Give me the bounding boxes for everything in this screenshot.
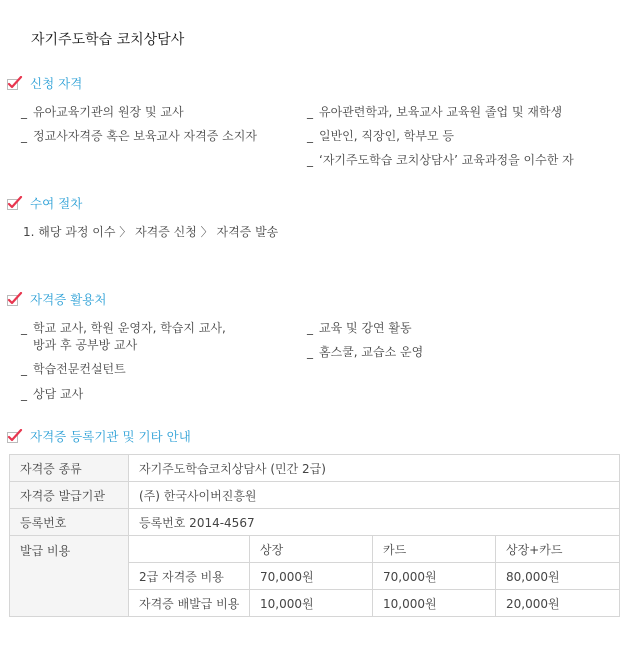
table-value: (주) 한국사이버진흥원	[129, 482, 620, 509]
checkmark-icon	[7, 196, 23, 210]
list-item-continuation: 방과 후 공부방 교사	[33, 338, 138, 352]
list-item: _ 홈스쿨, 교습소 운영	[307, 345, 424, 359]
list-item: _ 교육 및 강연 활동	[307, 321, 412, 335]
fee-value-cell: 10,000원	[250, 590, 373, 617]
table-row	[10, 482, 620, 509]
list-item: _ 일반인, 직장인, 학부모 등	[307, 129, 454, 143]
list-item: _ 유아관련학과, 보육교사 교육원 졸업 및 재학생	[307, 105, 563, 119]
section-registration-header	[7, 427, 191, 445]
table-label: 자격증 종류	[10, 455, 129, 482]
checkmark-icon	[7, 76, 23, 90]
table-cell-empty	[129, 536, 250, 563]
section-usage-header	[7, 290, 106, 308]
fee-value-cell: 20,000원	[496, 590, 620, 617]
table-label: 자격증 발급기관	[10, 482, 129, 509]
table-value: 자기주도학습코치상담사 (민간 2급)	[129, 455, 620, 482]
checkmark-icon	[7, 429, 23, 443]
table-row	[10, 509, 620, 536]
list-item: _ 학교 교사, 학원 운영자, 학습지 교사,	[21, 321, 226, 335]
fee-value-cell: 80,000원	[496, 563, 620, 590]
list-item: _ 정교사자격증 혹은 보육교사 자격증 소지자	[21, 129, 257, 143]
registration-info-table	[9, 454, 620, 617]
section-title: 수여 절차	[30, 196, 83, 211]
fee-value-cell: 10,000원	[373, 590, 496, 617]
fee-header-cell: 상장	[250, 536, 373, 563]
procedure-steps: 1. 해당 과정 이수 〉 자격증 신청 〉 자격증 발송	[23, 225, 279, 239]
page-title: 자기주도학습 코치상담사	[31, 32, 185, 48]
fee-header-cell: 상장+카드	[496, 536, 620, 563]
fee-header-cell: 카드	[373, 536, 496, 563]
list-item: _ 학습전문컨설턴트	[21, 362, 126, 376]
table-label: 등록번호	[10, 509, 129, 536]
checkmark-icon	[7, 292, 23, 306]
fee-row-name: 자격증 배발급 비용	[129, 590, 250, 617]
fee-value-cell: 70,000원	[373, 563, 496, 590]
table-row	[10, 536, 620, 563]
fee-value-cell: 70,000원	[250, 563, 373, 590]
section-title: 자격증 등록기관 및 기타 안내	[30, 429, 191, 444]
section-title: 신청 자격	[30, 76, 83, 91]
fee-row-name: 2급 자격증 비용	[129, 563, 250, 590]
section-title: 자격증 활용처	[30, 292, 107, 307]
list-item: _ 유아교육기관의 원장 및 교사	[21, 105, 184, 119]
table-row	[10, 455, 620, 482]
section-procedure-header	[7, 194, 82, 212]
list-item: _ 상담 교사	[21, 387, 84, 401]
list-item: _ ‘자기주도학습 코치상담사’ 교육과정을 이수한 자	[307, 153, 574, 167]
section-qualification-header	[7, 74, 82, 92]
table-label: 발급 비용	[10, 536, 129, 617]
table-value: 등록번호 2014-4567	[129, 509, 620, 536]
